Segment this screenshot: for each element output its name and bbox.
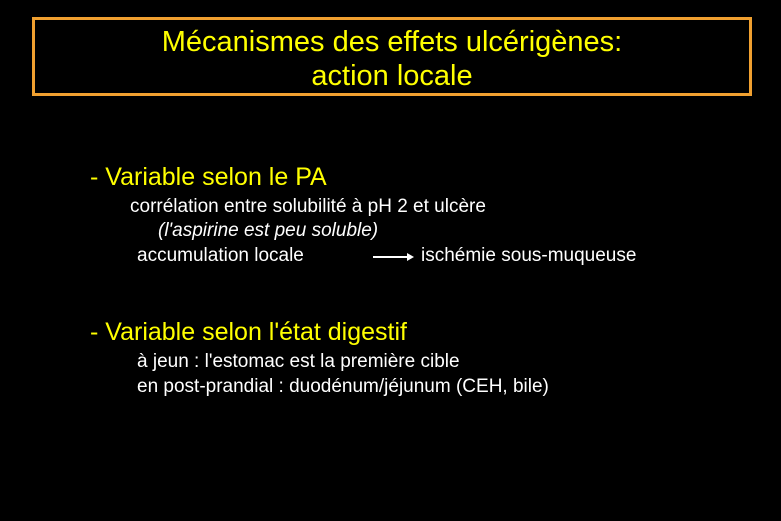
pa-line-correlation: corrélation entre solubilité à pH 2 et ulcère [130,196,486,217]
section-heading-etat-digestif: - Variable selon l'état digestif [90,318,407,346]
right-arrow-icon [373,251,415,263]
pa-line-accumulation: accumulation locale [137,245,304,266]
title-box [32,17,752,96]
slide-title-line-1: Mécanismes des effets ulcérigènes: [161,26,623,58]
pa-line-ischemie: ischémie sous-muqueuse [421,245,637,266]
pa-line-aspirine: (l'aspirine est peu soluble) [158,220,379,241]
slide-title-line-2: action locale [311,60,473,92]
section-heading-pa: - Variable selon le PA [90,163,327,191]
digestif-line-postprandial: en post-prandial : duodénum/jéjunum (CEH, bile) [137,376,549,397]
digestif-line-jeun: à jeun : l'estomac est la première cible [137,351,460,372]
